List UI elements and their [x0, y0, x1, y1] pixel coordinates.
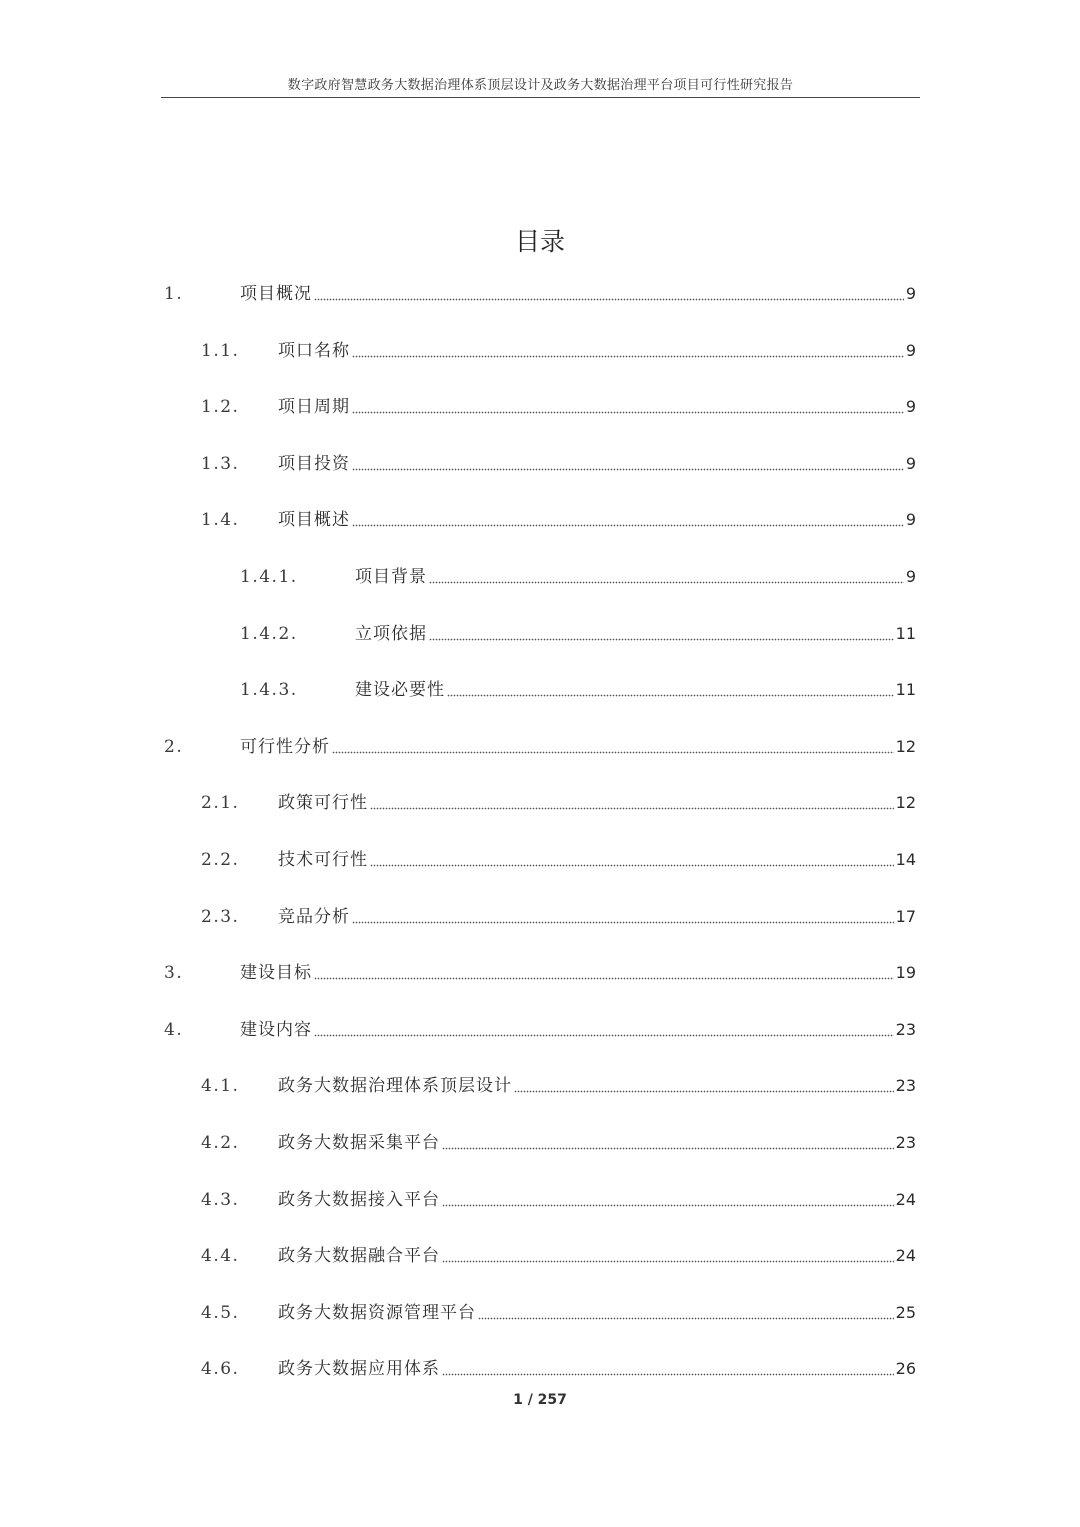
toc-dot-leader	[352, 344, 904, 358]
toc-entry-page: 17	[895, 907, 916, 926]
toc-dot-leader	[429, 570, 904, 584]
toc-entry-number: 2.1.	[201, 793, 240, 813]
toc-entry[interactable]	[278, 1302, 916, 1324]
toc-entry-number: 1.4.1.	[240, 567, 298, 587]
toc-entry-page: 9	[905, 284, 916, 303]
page-number: 1 / 257	[513, 1392, 567, 1408]
toc-entry-title: 技术可行性	[278, 850, 368, 870]
toc-entry-page: 24	[895, 1246, 916, 1265]
toc-entry[interactable]	[278, 792, 916, 814]
toc-entry-title: 建设内容	[240, 1020, 312, 1040]
toc-entry[interactable]	[278, 1245, 916, 1267]
toc-entry[interactable]	[355, 566, 916, 588]
toc-entry-page: 11	[895, 680, 916, 699]
toc-entry-title: 政务大数据融合平台	[278, 1246, 440, 1266]
toc-entry-number: 1.4.	[201, 510, 240, 530]
toc-entry-number: 3.	[164, 963, 184, 983]
toc-entry[interactable]	[278, 453, 916, 475]
toc-entry-number: 4.1.	[201, 1076, 240, 1096]
toc-entry-number: 4.3.	[201, 1190, 240, 1210]
toc-dot-leader	[447, 683, 894, 697]
toc-entry-title: 项目概述	[278, 510, 350, 530]
toc-entry-page: 23	[895, 1133, 916, 1152]
toc-entry[interactable]	[278, 1358, 916, 1380]
page-header: 数字政府智慧政务大数据治理体系顶层设计及政务大数据治理平台项目可行性研究报告	[287, 78, 794, 93]
toc-entry-page: 9	[905, 397, 916, 416]
toc-entry-number: 4.	[164, 1020, 184, 1040]
toc-entry-title: 政务大数据资源管理平台	[278, 1303, 476, 1323]
toc-entry[interactable]	[355, 623, 916, 645]
toc-entry-title: 政务大数据治理体系顶层设计	[278, 1076, 512, 1096]
toc-dot-leader	[442, 1193, 894, 1207]
toc-entry-title: 项目投资	[278, 454, 350, 474]
toc-dot-leader	[429, 627, 894, 641]
toc-entry-title: 可行性分析	[240, 737, 330, 757]
toc-entry-title: 立项依据	[355, 624, 427, 644]
toc-dot-leader	[352, 513, 904, 527]
toc-dot-leader	[352, 400, 904, 414]
toc-dot-leader	[332, 740, 894, 754]
toc-entry-page: 23	[895, 1020, 916, 1039]
toc-entry-number: 2.3.	[201, 907, 240, 927]
toc-entry-page: 25	[895, 1303, 916, 1322]
toc-entry-page: 19	[895, 963, 916, 982]
toc-entry-title: 建设目标	[240, 963, 312, 983]
toc-entry-page: 9	[905, 510, 916, 529]
toc-dot-leader	[314, 1023, 894, 1037]
toc-dot-leader	[442, 1136, 894, 1150]
toc-entry-number: 2.2.	[201, 850, 240, 870]
toc-entry-page: 9	[905, 567, 916, 586]
toc-entry[interactable]	[240, 736, 916, 758]
toc-entry-number: 4.5.	[201, 1303, 240, 1323]
toc-entry-number: 4.6.	[201, 1359, 240, 1379]
toc-entry[interactable]	[240, 283, 916, 305]
toc-entry-page: 11	[895, 624, 916, 643]
toc-title: 目录	[514, 227, 565, 256]
toc-entry[interactable]	[278, 1075, 916, 1097]
toc-entry-number: 2.	[164, 737, 184, 757]
toc-dot-leader	[514, 1079, 894, 1093]
toc-entry[interactable]	[278, 906, 916, 928]
toc-entry-title: 政务大数据接入平台	[278, 1190, 440, 1210]
toc-dot-leader	[442, 1249, 894, 1263]
toc-entry-title: 项目背景	[355, 567, 427, 587]
toc-entry-page: 24	[895, 1190, 916, 1209]
toc-entry-title: 政务大数据应用体系	[278, 1359, 440, 1379]
toc-entry-title: 建设必要性	[355, 680, 445, 700]
toc-entry-number: 1.4.3.	[240, 680, 298, 700]
toc-dot-leader	[478, 1306, 894, 1320]
toc-entry-number: 1.4.2.	[240, 624, 298, 644]
toc-dot-leader	[442, 1362, 894, 1376]
toc-entry[interactable]	[355, 679, 916, 701]
toc-entry[interactable]	[278, 1132, 916, 1154]
toc-entry-title: 竞品分析	[278, 907, 350, 927]
toc-entry-title: 项日周期	[278, 397, 350, 417]
toc-entry-page: 23	[895, 1076, 916, 1095]
toc-entry[interactable]	[240, 1019, 916, 1041]
toc-dot-leader	[352, 457, 904, 471]
toc-entry-title: 政策可行性	[278, 793, 368, 813]
toc-entry-page: 26	[895, 1359, 916, 1378]
toc-entry-title: 项口名称	[278, 341, 350, 361]
toc-entry-number: 1.2.	[201, 397, 240, 417]
toc-entry-title: 政务大数据采集平台	[278, 1133, 440, 1153]
toc-dot-leader	[370, 853, 894, 867]
toc-dot-leader	[370, 796, 894, 810]
toc-entry-page: 12	[895, 793, 916, 812]
toc-entry[interactable]	[278, 340, 916, 362]
toc-entry-title: 项目概况	[240, 284, 312, 304]
toc-dot-leader	[314, 287, 904, 301]
toc-entry[interactable]	[278, 849, 916, 871]
toc-entry-page: 14	[895, 850, 916, 869]
toc-entry-number: 1.1.	[201, 341, 240, 361]
toc-dot-leader	[352, 910, 894, 924]
toc-entry[interactable]	[278, 396, 916, 418]
toc-entry[interactable]	[278, 1189, 916, 1211]
toc-entry-page: 12	[895, 737, 916, 756]
toc-entry-number: 1.3.	[201, 454, 240, 474]
toc-entry[interactable]	[278, 509, 916, 531]
toc-entry-number: 4.2.	[201, 1133, 240, 1153]
toc-dot-leader	[314, 966, 894, 980]
toc-entry-number: 4.4.	[201, 1246, 240, 1266]
toc-entry-number: 1.	[164, 284, 184, 304]
toc-entry-page: 9	[905, 454, 916, 473]
toc-entry-page: 9	[905, 341, 916, 360]
toc-entry[interactable]	[240, 962, 916, 984]
